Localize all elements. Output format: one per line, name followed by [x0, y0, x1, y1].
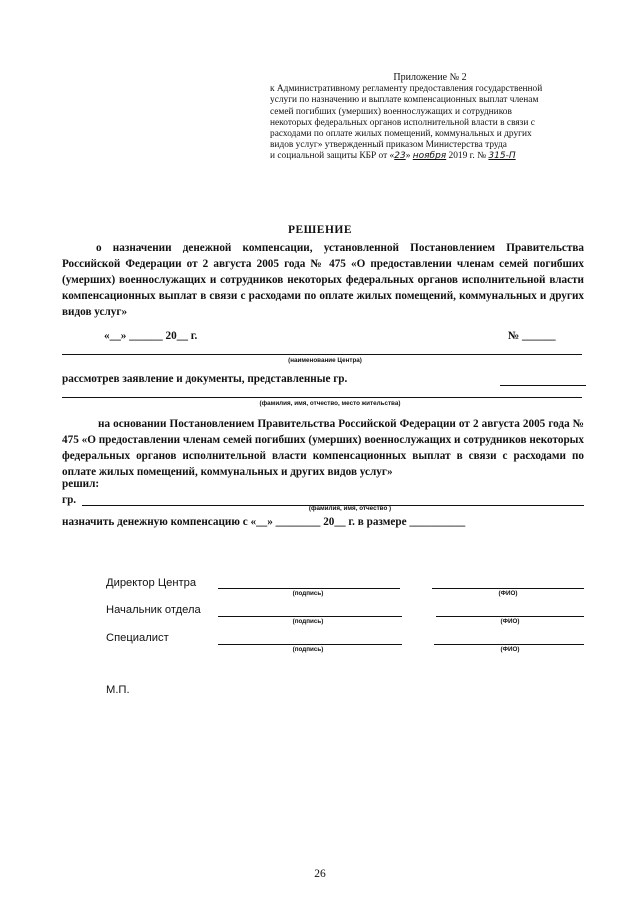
sign-caption: (подпись)	[292, 618, 324, 625]
gr-label: гр.	[62, 494, 77, 506]
name-caption: (ФИО)	[500, 618, 520, 625]
appendix-line: к Административному регламенту предоставления государственной	[270, 84, 543, 95]
signature-line	[218, 588, 400, 589]
applicant-line	[62, 397, 582, 398]
handwritten-month: ноября	[412, 151, 447, 162]
date-line: «__» ______ 20__ г.	[104, 330, 198, 342]
name-line	[436, 616, 584, 617]
appendix-title: Приложение № 2	[393, 72, 467, 83]
decision-intro: о назначении денежной компенсации, установленной Постановлением Правительства Российской Федерации от 2 августа 2005 года № 475 «О предоставлении членам семей погибших (умерших) военнослужащих и сотрудников некоторых федеральных органов исполнительной власти компенсационных выплат в связи с расходами по оплате жилых помещений, коммунальных и других видов услуг»	[62, 242, 584, 318]
name-line	[434, 644, 584, 645]
name-line	[432, 588, 584, 589]
appendix-line: видов услуг» утвержденный приказом Министерства труда	[270, 140, 507, 151]
signature-role: Начальник отдела	[106, 604, 201, 616]
signature-line	[218, 616, 402, 617]
applicant-blank	[500, 385, 586, 386]
basis-paragraph: на основании Постановлением Правительства Российской Федерации от 2 августа 2005 года № 475 «О предоставлении членам семей погибших (умерших) военнослужащих и сотрудников некоторых федеральных органов исполнительной власти компенсационных выплат в связи с расходами по оплате жилых помещений, коммунальных и других видов услуг»	[62, 418, 584, 478]
assign-line: назначить денежную компенсацию с «__» ________ 20__ г. в размере __________	[62, 516, 466, 528]
stamp-place: М.П.	[106, 684, 130, 696]
handwritten-number: 315-П	[488, 151, 516, 162]
sign-caption: (подпись)	[292, 646, 324, 653]
name-caption: (ФИО)	[498, 590, 518, 597]
signature-role: Специалист	[106, 632, 169, 644]
center-caption: (наименование Центра)	[288, 357, 362, 364]
handwritten-day: 23	[394, 151, 406, 162]
appendix-order-line: и социальной защиты КБР от «23» ноября 2019 г. № 315-П	[270, 151, 516, 162]
signature-line	[218, 644, 402, 645]
appendix-line: услуги по назначению и выплате компенсационных выплат членам	[270, 95, 539, 106]
number-label: № ______	[508, 330, 556, 342]
center-name-line	[62, 354, 582, 355]
appendix-line: некоторых федеральных органов исполнительной власти в связи с	[270, 117, 535, 128]
applicant-caption: (фамилия, имя, отчество, место жительства)	[259, 400, 401, 407]
appendix-line: расходами по оплате жилых помещений, коммунальных и других	[270, 129, 532, 140]
order-prefix: и социальной защиты КБР от «	[270, 151, 395, 162]
signature-role: Директор Центра	[106, 577, 197, 589]
appendix-header	[270, 72, 590, 163]
recipient-caption: (фамилия, имя, отчество )	[308, 505, 392, 512]
sign-caption: (подпись)	[292, 590, 324, 597]
decision-title: РЕШЕНИЕ	[287, 224, 353, 236]
appendix-line: семей погибших (умерших) военнослужащих и сотрудников	[270, 106, 512, 117]
decided-label: решил:	[62, 478, 100, 490]
name-caption: (ФИО)	[500, 646, 520, 653]
order-middle: 2019 г. №	[448, 151, 487, 162]
reviewed-line: рассмотрев заявление и документы, представленные гр.	[62, 373, 348, 385]
page-number: 26	[314, 868, 326, 880]
